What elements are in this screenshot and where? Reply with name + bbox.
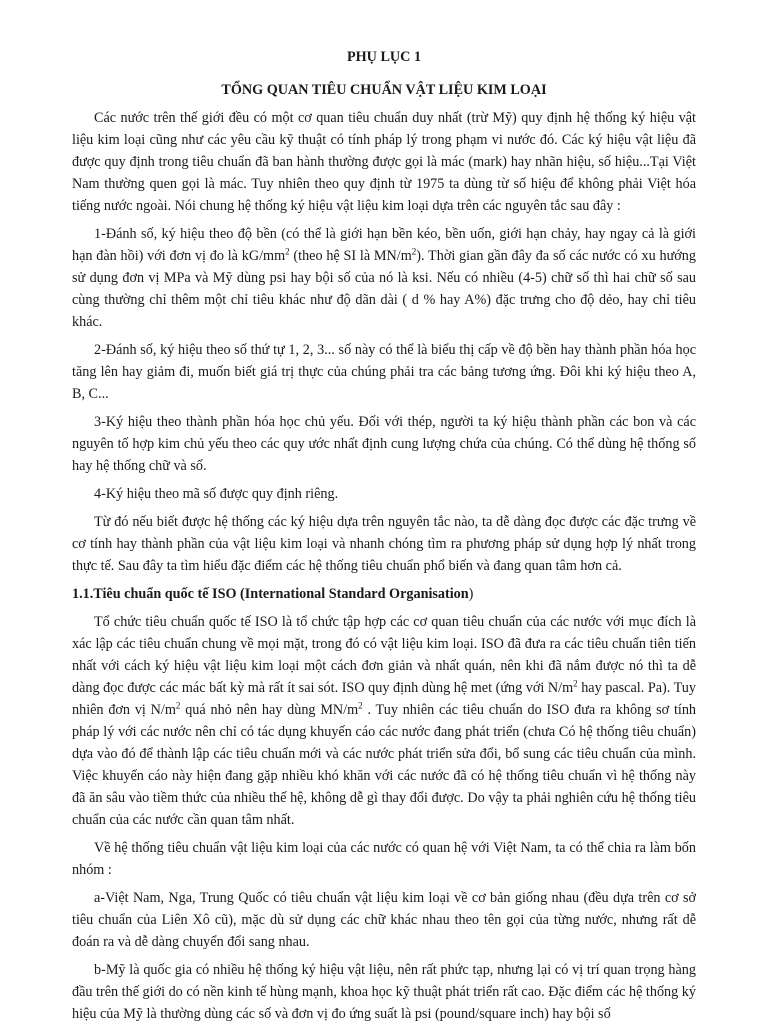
appendix-title: PHỤ LỤC 1 <box>346 49 422 65</box>
superscript: 2 <box>411 246 417 257</box>
superscript: 2 <box>573 678 578 689</box>
group-a-paragraph: a-Việt Nam, Nga, Trung Quốc có tiêu chuẩn vật liệu kim loại về cơ bản giống nhau (đều dựa trên cơ sở tiêu chuẩn của Liên Xô cũ), mặc dù sử dụng các chữ khác nhau theo tên gọi của từng nước, nhưng rất dễ đoán ra và dễ dàng chuyển đổi sang nhau. <box>72 890 696 950</box>
principle-3-paragraph: 3-Ký hiệu theo thành phần hóa học chủ yếu. Đối với thép, người ta ký hiệu thành phần các bon và các nguyên tố hợp kim chủ yếu theo các quy ước nhất định cung lượng chứa của chúng. Có thể dùng hệ thống số hay hệ thống chữ và số. <box>72 414 696 474</box>
superscript: 2 <box>175 700 181 711</box>
superscript: 2 <box>285 246 290 257</box>
iso-text-d: . Tuy nhiên các tiêu chuẩn do ISO đưa ra không sơ tính pháp lý với các nước nên chỉ có tác dụng khuyến cáo các nước đang phát triển (chưa Có hệ thống tiêu chuẩn) dựa vào đó để thành lập các tiêu chuẩn mới và các nước phát triển sửa đổi, bổ sung các tiêu chuẩn của mình. Việc khuyến cáo này hiện đang gặp nhiều khó khăn với các nước đã có hệ thống tiêu chuẩn vì hệ thống này đã ăn sâu vào tiềm thức của nhiều thế hệ, không dễ gì thay đổi được. Do vậy ta phải nghiên cứu hệ thống tiêu chuẩn của các nước cần quan tâm nhất. <box>72 702 697 828</box>
summary-paragraph: Từ đó nếu biết được hệ thống các ký hiệu dựa trên nguyên tắc nào, ta dễ dàng đọc được các đặc trưng về cơ tính hay thành phần của vật liệu kim loại và nhanh chóng tìm ra phương pháp sử dụng hợp lý nhất trong thực tế. Sau đây ta tìm hiểu đặc điểm các hệ thống tiêu chuẩn phổ biến và đang quan tâm hơn cả. <box>72 514 696 574</box>
section-heading <box>72 583 696 605</box>
section-heading-tail: ) <box>468 586 474 602</box>
iso-text-c: quá nhỏ nên hay dùng MN/m <box>180 702 359 718</box>
groups-intro-paragraph: Về hệ thống tiêu chuẩn vật liệu kim loại của các nước có quan hệ với Việt Nam, ta có thể chia ra làm bốn nhóm : <box>72 840 696 878</box>
principle-2-paragraph: 2-Đánh số, ký hiệu theo số thứ tự 1, 2, 3... số này có thể là biểu thị cấp về độ bền hay thành phần hóa học tăng lên hay giảm đi, muốn biết giá trị thực của chúng phải tra các bảng tương ứng. Đôi khi ký hiệu theo A, B, C... <box>72 342 696 402</box>
iso-text-a: Tổ chức tiêu chuẩn quốc tế ISO là tổ chức tập hợp các cơ quan tiêu chuẩn của các nước với mục đích là xác lập các tiêu chuẩn chung về mọi mặt, trong đó có vật liệu kim loại. ISO đã đưa ra các tiêu chuẩn tiên tiến nhất với cách ký hiệu vật liệu kim loại một cách đơn giản và nhất quán, nên khi đã nắm được nó thì ta dễ dàng đọc được các mác bất kỳ mà rất ít sai sót. ISO quy định dùng hệ met (ứng với N/m <box>72 614 696 696</box>
principle-1-paragraph <box>72 223 696 333</box>
intro-paragraph: Các nước trên thế giới đều có một cơ quan tiêu chuẩn duy nhất (trừ Mỹ) quy định hệ thống ký hiệu vật liệu kim loại cũng như các yêu cầu kỹ thuật có tính pháp lý trong phạm vi nước đó. Các ký hiệu vật liệu đã được quy định trong tiêu chuẩn đã ban hành thường được gọi là mác (mark) hay nhãn hiệu, số hiệu...Tại Việt Nam thường quen gọi là mác. Tuy nhiên theo quy định từ 1975 ta dùng từ số hiệu để không phải Việt hóa tiếng nước ngoài. Nói chung hệ thống ký hiệu vật liệu kim loại dựa trên các nguyên tắc sau đây : <box>72 110 696 214</box>
document-title: TỔNG QUAN TIÊU CHUẨN VẬT LIỆU KIM LOẠI <box>221 82 547 98</box>
principle-4-paragraph: 4-Ký hiệu theo mã số được quy định riêng. <box>94 486 339 502</box>
superscript: 2 <box>358 700 363 711</box>
iso-text-b: hay pascal. Pa). Tuy nhiên đơn vị N/m <box>72 680 696 718</box>
principle-1-text-a: 1-Đánh số, ký hiệu theo độ bền (có thể là giới hạn bền kéo, bền uốn, giới hạn chảy, hay ngay cả là giới hạn đàn hồi) với đơn vị đo là kG/mm <box>72 226 696 264</box>
principle-1-text-b: (theo hệ SI là MN/m <box>289 248 412 264</box>
iso-paragraph <box>72 611 696 831</box>
group-b-paragraph: b-Mỹ là quốc gia có nhiều hệ thống ký hiệu vật liệu, nên rất phức tạp, nhưng lại có vị trí quan trọng hàng đầu trên thế giới do có nền kinh tế hùng mạnh, khoa học kỹ thuật phát triển rất cao. Đặc điểm các hệ thống ký hiệu của Mỹ là thường dùng các số và đơn vị đo ứng suất là psi (pound/square inch) hay bội số <box>72 962 696 1022</box>
section-heading-text: 1.1.Tiêu chuẩn quốc tế ISO (International Standard Organisation <box>72 586 469 602</box>
principle-1-text-c: ). Thời gian gần đây đa số các nước có xu hướng sử dụng đơn vị MPa và Mỹ dùng psi hay bội số của nó là ksi. Nếu có nhiều (4-5) chữ số thì hai chữ số sau cùng thường chỉ thêm một chỉ tiêu khác như độ dãn dài ( d % hay A%) đặc trưng cho độ dẻo, hay chỉ tiêu khác. <box>72 248 696 330</box>
